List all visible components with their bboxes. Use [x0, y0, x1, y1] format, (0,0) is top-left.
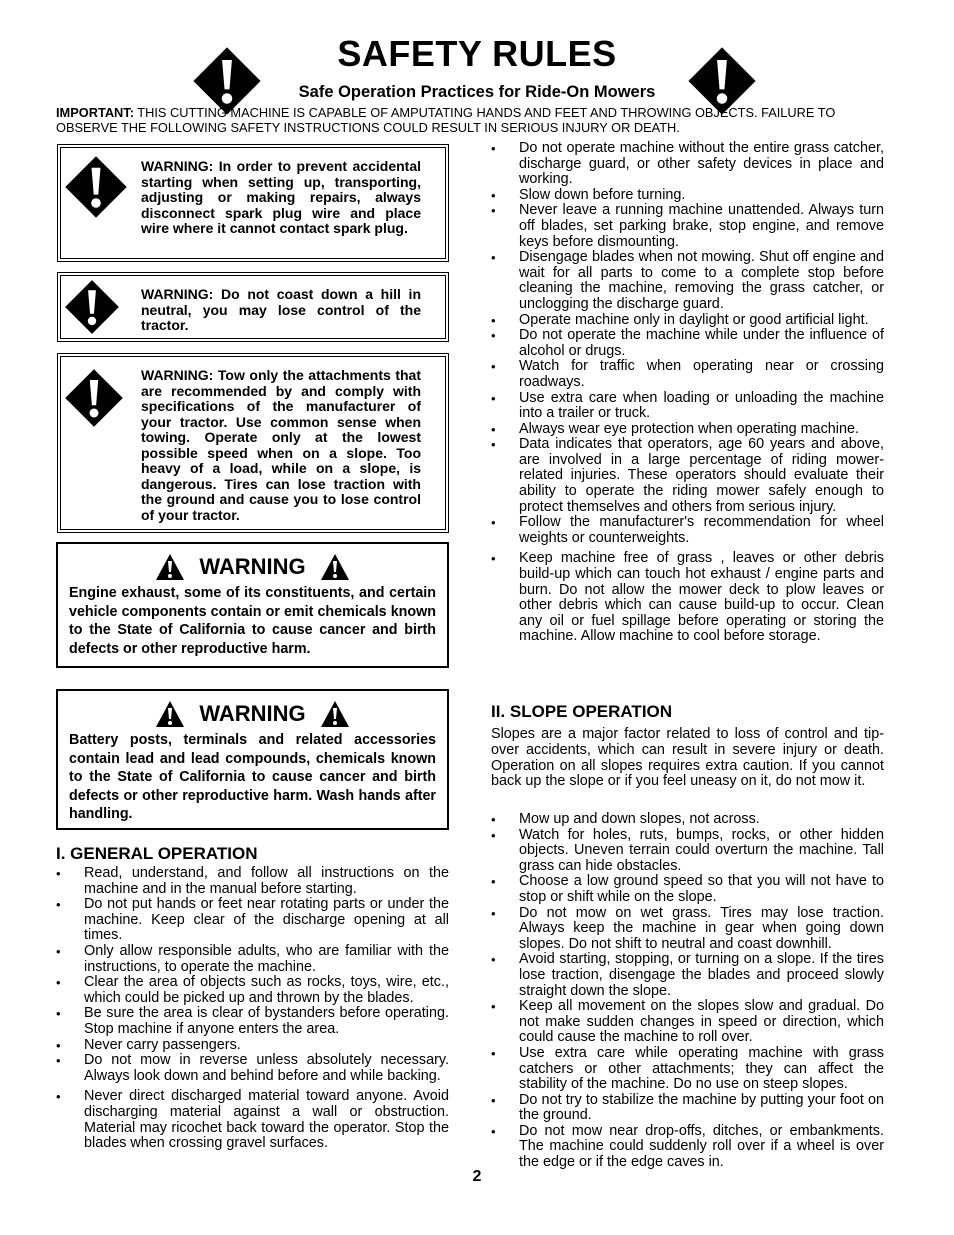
list-item: • Slow down before turning. — [491, 188, 884, 204]
list-item: • Be sure the area is clear of bystanders before operating. Stop machine if anyone enters the area. — [56, 1006, 449, 1037]
slope-operation-intro: Slopes are a major factor related to loss of control and tip-over accidents, which can result in severe injury or death. Operation on all slopes requires extra caution. If you cannot back up the slope or if you feel uneasy on it, do not mow it. — [491, 726, 884, 790]
list-item: • Mow up and down slopes, not across. — [491, 812, 884, 828]
warning-box-towing — [57, 353, 449, 533]
warning-box-coast-hill — [57, 272, 449, 342]
page-number: 2 — [472, 1168, 482, 1185]
warning-header — [58, 697, 447, 731]
general-operation-list-continued — [491, 141, 884, 645]
warning-diamond-icon — [64, 279, 120, 335]
list-item: • Do not mow in reverse unless absolutely necessary. Always look down and behind before and while backing. — [56, 1053, 449, 1084]
important-text: THIS CUTTING MACHINE IS CAPABLE OF AMPUTATING HANDS AND FEET AND THROWING OBJECTS. FAILURE TO OBSERVE THE FOLLOWING SAFETY INSTRUCTIONS COULD RESULT IN SERIOUS INJURY OR DEATH. — [56, 105, 836, 135]
list-item: • Only allow responsible adults, who are familiar with the instructions, to operate the machine. — [56, 944, 449, 975]
slope-operation-list — [491, 812, 884, 1171]
list-item: • Use extra care when loading or unloading the machine into a trailer or truck. — [491, 391, 884, 422]
warning-label: WARNING — [199, 554, 306, 579]
section-heading-slope-operation: II. SLOPE OPERATION — [491, 702, 673, 721]
warning-box-spark-plug — [57, 144, 449, 262]
warning-triangle-icon — [155, 553, 185, 581]
general-operation-list — [56, 866, 449, 1152]
warning-text: WARNING: In order to prevent accidental starting when setting up, transporting, adjusting or making repairs, always disconnect spark plug wire and place wire where it cannot contact spark plug. — [141, 158, 421, 236]
list-item: • Clear the area of objects such as rocks, toys, wire, etc., which could be picked up and thrown by the blades. — [56, 975, 449, 1006]
list-item: • Watch for holes, ruts, bumps, rocks, or other hidden objects. Uneven terrain could overturn the machine. Tall grass can hide obstacles. — [491, 828, 884, 875]
prop65-warning-exhaust — [56, 542, 449, 668]
prop65-warning-battery — [56, 689, 449, 830]
important-notice — [56, 106, 896, 135]
list-item: • Follow the manufacturer's recommendation for wheel weights or counterweights. — [491, 515, 884, 546]
list-item: • Never carry passengers. — [56, 1038, 449, 1054]
list-item: • Data indicates that operators, age 60 years and above, are involved in a large percentage of riding mower-related injuries. These operators should evaluate their ability to operate the riding mower safely enough to protect themselves and others from serious injury. — [491, 437, 884, 515]
list-item: • Choose a low ground speed so that you will not have to stop or shift while on the slope. — [491, 874, 884, 905]
important-label: IMPORTANT: — [56, 105, 134, 120]
warning-text: WARNING: Tow only the attachments that are recommended by and comply with specifications of the manufacturer of your tractor. Use common sense when towing. Operate only at the lowest possible speed when on a slope. Too heavy of a load, while on a slope, is dangerous. Tires can lose traction with the ground and cause you to lose control of your tractor. — [141, 367, 421, 523]
list-item: • Keep machine free of grass , leaves or other debris build-up which can touch hot exhaust / engine parts and burn. Do not allow the mower deck to plow leaves or other debris which can cause build-up to occur. Clean any oil or fuel spillage before operating or storing the machine. Allow machine to cool before storage. — [491, 551, 884, 645]
list-item: • Do not try to stabilize the machine by putting your foot on the ground. — [491, 1093, 884, 1124]
warning-diamond-icon — [64, 368, 124, 428]
list-item: • Always wear eye protection when operating machine. — [491, 422, 884, 438]
list-item: • Disengage blades when not mowing. Shut off engine and wait for all parts to come to a complete stop before cleaning the machine, removing the grass catcher, or unclogging the discharge guard. — [491, 250, 884, 312]
list-item: • Do not operate machine without the entire grass catcher, discharge guard, or other safety devices in place and working. — [491, 141, 884, 188]
warning-text: WARNING: Do not coast down a hill in neutral, you may lose control of the tractor. — [141, 286, 421, 333]
list-item: • Never leave a running machine unattended. Always turn off blades, set parking brake, stop engine, and remove keys before dismounting. — [491, 203, 884, 250]
list-item: • Keep all movement on the slopes slow and gradual. Do not make sudden changes in speed or direction, which could cause the machine to roll over. — [491, 999, 884, 1046]
list-item: • Do not mow on wet grass. Tires may lose traction. Always keep the machine in gear when going down slopes. Do not shift to neutral and coast downhill. — [491, 906, 884, 953]
page-title: SAFETY RULES — [337, 33, 617, 74]
section-heading-general-operation: I. GENERAL OPERATION — [56, 844, 258, 863]
warning-triangle-icon — [320, 700, 350, 728]
list-item: • Operate machine only in daylight or good artificial light. — [491, 313, 884, 329]
warning-body: Battery posts, terminals and related accessories contain lead and lead compounds, chemicals known to the State of California to cause cancer and birth defects or other reproductive harm. Wash hands after handling. — [69, 732, 436, 822]
list-item: • Do not mow near drop-offs, ditches, or embankments. The machine could suddenly roll over if a wheel is over the edge or if the edge caves in. — [491, 1124, 884, 1171]
list-item: • Read, understand, and follow all instructions on the machine and in the manual before starting. — [56, 866, 449, 897]
warning-header — [58, 550, 447, 584]
warning-triangle-icon — [155, 700, 185, 728]
warning-label: WARNING — [199, 701, 306, 726]
page-subtitle: Safe Operation Practices for Ride-On Mowers — [298, 83, 656, 101]
list-item: • Never direct discharged material toward anyone. Avoid discharging material against a wall or obstruction. Material may ricochet back toward the operator. Stop the blades when crossing gravel surfaces. — [56, 1089, 449, 1151]
list-item: • Do not operate the machine while under the influence of alcohol or drugs. — [491, 328, 884, 359]
list-item: • Avoid starting, stopping, or turning on a slope. If the tires lose traction, disengage the blades and proceed slowly straight down the slope. — [491, 952, 884, 999]
warning-diamond-icon — [64, 155, 128, 219]
warning-body: Engine exhaust, some of its constituents, and certain vehicle components contain or emit chemicals known to the State of California to cause cancer and birth defects or other reproductive harm. — [69, 585, 436, 657]
list-item: • Use extra care while operating machine with grass catchers or other attachments; they can affect the stability of the machine. Do no use on steep slopes. — [491, 1046, 884, 1093]
list-item: • Do not put hands or feet near rotating parts or under the machine. Keep clear of the discharge opening at all times. — [56, 897, 449, 944]
list-item: • Watch for traffic when operating near or crossing roadways. — [491, 359, 884, 390]
warning-triangle-icon — [320, 553, 350, 581]
